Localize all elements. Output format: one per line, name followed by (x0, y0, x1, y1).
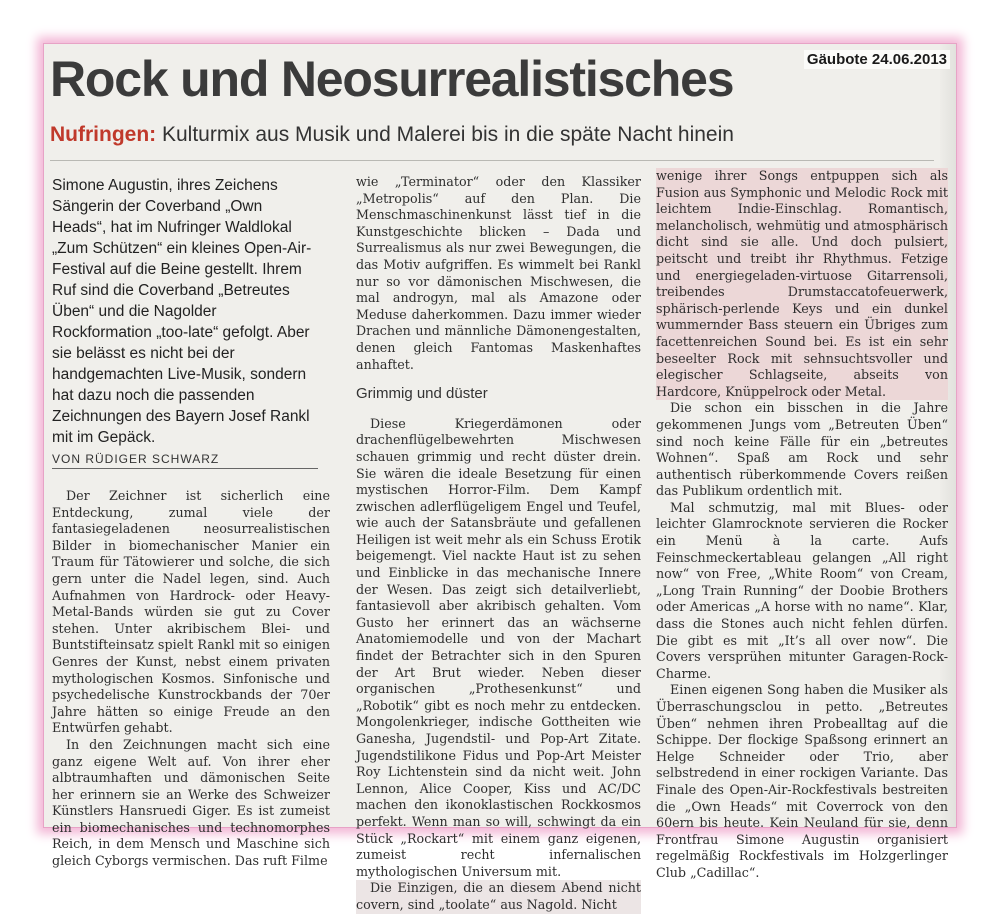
lead-paragraph: Simone Augustin, ihres Zeichens Sängerin der Coverband „Own Heads“, hat im Nufringer Waldlokal „Zum Schützen“ ein kleines Open-Air-Festival auf die Beine gestellt. Ihrem Ruf sind die Coverband „Betreutes Üben“ und die Nagolder Rockformation „too-late“ gefolgt. Aber sie belässt es nicht bei der handgemachten Live-Musik, sondern hat dazu noch die passenden Zeichnungen des Bayern Josef Rankl mit im Gepäck. (52, 177, 312, 446)
column-1-paragraph: Der Zeichner ist sicherlich eine Entdeckung, zumal viele der fantasiegeladenen neosurrealistischen Bilder in biomechanischer Manier ein Traum für Tätowierer und solche, die sich gern unter die Nadel legen, sind. Auch Aufnahmen von Hardrock- oder Heavy-Metal-Bands würden sie gut zu Cover stehen. Unter akribischem Blei- und Buntstifteinsatz spielt Rankl mit so einigen Genres der Kunst, nebst einem privaten mythologischen Kosmos. Sinfonische und psychedelische Kunstrockbands der 70er Jahre hätten so einige Freude an den Entwürfen gehabt. (52, 488, 330, 736)
source-label: Gäubote 24.06.2013 (804, 50, 950, 69)
column-3-paragraph: Einen eigenen Song haben die Musiker als Überraschungsclou in petto. „Betreutes Üben“ nehmen ihren Probealltag auf die Schippe. Der flockige Spaßsong erinnert an Helge Schneider oder Trio, aber selbstredend in einer rockigen Variante. Das Finale des Open-Air-Rockfestivals bestreiten die „Own Heads“ mit Coverrock von den 60ern bis heute. Kein Neuland für sie, denn Frontfrau Simone Augustin organisiert regelmäßig Rockfestivals im Holzgerlinger Club „Cadillac“. (656, 682, 948, 880)
headline-rule (50, 160, 934, 161)
subhead-text: Kulturmix aus Musik und Malerei bis in die späte Nacht hinein (156, 123, 734, 146)
subheadline (50, 123, 734, 147)
headline: Rock und Neosurrealistisches (50, 51, 734, 107)
byline: VON RÜDIGER SCHWARZ (52, 452, 318, 469)
column-2-paragraph: Die Einzigen, die an diesem Abend nicht covern, sind „toolate“ aus Nagold. Nicht (356, 880, 641, 912)
column-1 (52, 488, 330, 870)
column-2-paragraph: Diese Kriegerdämonen oder drachenflügelbewehrten Mischwesen schauen grimmig und recht düster drein. Sie wären die ideale Besetzung für einen mystischen Horror-Film. Dem Kampf zwischen adlerflügeligem Engel und Teufel, wie auch der Satansbräute und gefallenen Heiligen ist weit mehr als ein Schuss Erotik beigemengt. Viel nackte Haut ist zu sehen und Einblicke in das mechanische Innere der Wesen. Das zeigt sich detailverliebt, fantasievoll aber akribisch gehalten. Vom Gusto her erinnert das an wächserne Anatomiemodelle und von der Machart findet der Betrachter sich in den Spuren der Art Brut wieder. Neben dieser organischen „Prothesenkunst“ und „Robotik“ gibt es noch mehr zu entdecken. Mongolenkrieger, indische Gottheiten wie Ganesha, Jugendstil- und Pop-Art Zitate. Jugendstilikone Fidus und Pop-Art Meister Roy Lichtenstein sind da nicht weit. John Lennon, Alice Cooper, Kiss und AC/DC machen den ikonoklastischen Rockkosmos perfekt. Wenn man so will, schwingt da ein Stück „Rockart“ mit einem ganz eigenen, zumeist recht infernalischen mythologischen Universum mit. (356, 415, 641, 879)
column-3-paragraph: Mal schmutzig, mal mit Blues- oder leichter Glamrocknote servieren die Rocker ein Menü à la carte. Aufs Feinschmeckertableau gelangen „All right now“ von Free, „White Room“ von Cream, „Long Train Running“ der Doobie Brothers oder Americas „A horse with no name“. Klar, dass die Stones auch nicht fehlen dürfen. Die gibt es mit „It’s all over now“. Die Covers versprühen mitunter Garagen-Rock-Charme. (656, 499, 948, 681)
column-2-paragraph: wie „Terminator“ oder den Klassiker „Metropolis“ auf den Plan. Die Menschmaschinenkunst lässt tief in die Kunstgeschichte blicken – Dada und Surrealismus als nur zwei Bewegungen, die das Motiv aufgriffen. Es wimmelt bei Rankl nur so vor dämonischen Mischwesen, die mal androgyn, mal als Amazone oder Meduse daherkommen. Dazu immer wieder Drachen und männliche Dämonengestalten, denen gleich Fantomas Maskenhaftes anhaftet. (356, 174, 641, 372)
subhead-place: Nufringen: (50, 123, 157, 146)
column-3-paragraph: Die schon ein bisschen in die Jahre gekommenen Jungs vom „Betreuten Üben“ sind noch keine Fälle für ein „betreutes Wohnen“. Spaß am Rock und sehr authentisch rüberkommende Covers reißen das Publikum ordentlich mit. (656, 400, 948, 499)
column-3-paragraph: wenige ihrer Songs entpuppen sich als Fusion aus Symphonic und Melodic Rock mit leichtem Indie-Einschlag. Romantisch, melancholisch, wehmütig und atmosphärisch dicht sind sie alle. Und doch pulsiert, peitscht und treibt ihr Rhythmus. Fetzige und energiegeladen-virtuose Gitarrensoli, treibendes Drumstaccatofeuerwerk, sphärisch-perlende Keys und ein dunkel wummernder Bass steuern ein Übriges zum facettenreichen Sound bei. Es ist ein sehr beseelter Rock mit sehnsuchtsvoller und elegischer Schlagseite, abseits von Hardcore, Knüppelrock oder Metal. (656, 168, 948, 399)
column-3 (656, 168, 948, 882)
section-heading: Grimmig und düster (356, 385, 488, 403)
column-2 (356, 174, 641, 914)
newspaper-clipping (43, 43, 957, 912)
column-1-paragraph: In den Zeichnungen macht sich eine ganz eigene Welt auf. Von ihrer eher albtraumhaften und dämonischen Seite her erinnern sie an Werke des Schweizer Künstlers Hansruedi Giger. Es ist zumeist ein biomechanisches und technomorphes Reich, in dem Mensch und Maschine sich gleich Cyborgs vermischen. Das ruft Filme (52, 736, 330, 869)
